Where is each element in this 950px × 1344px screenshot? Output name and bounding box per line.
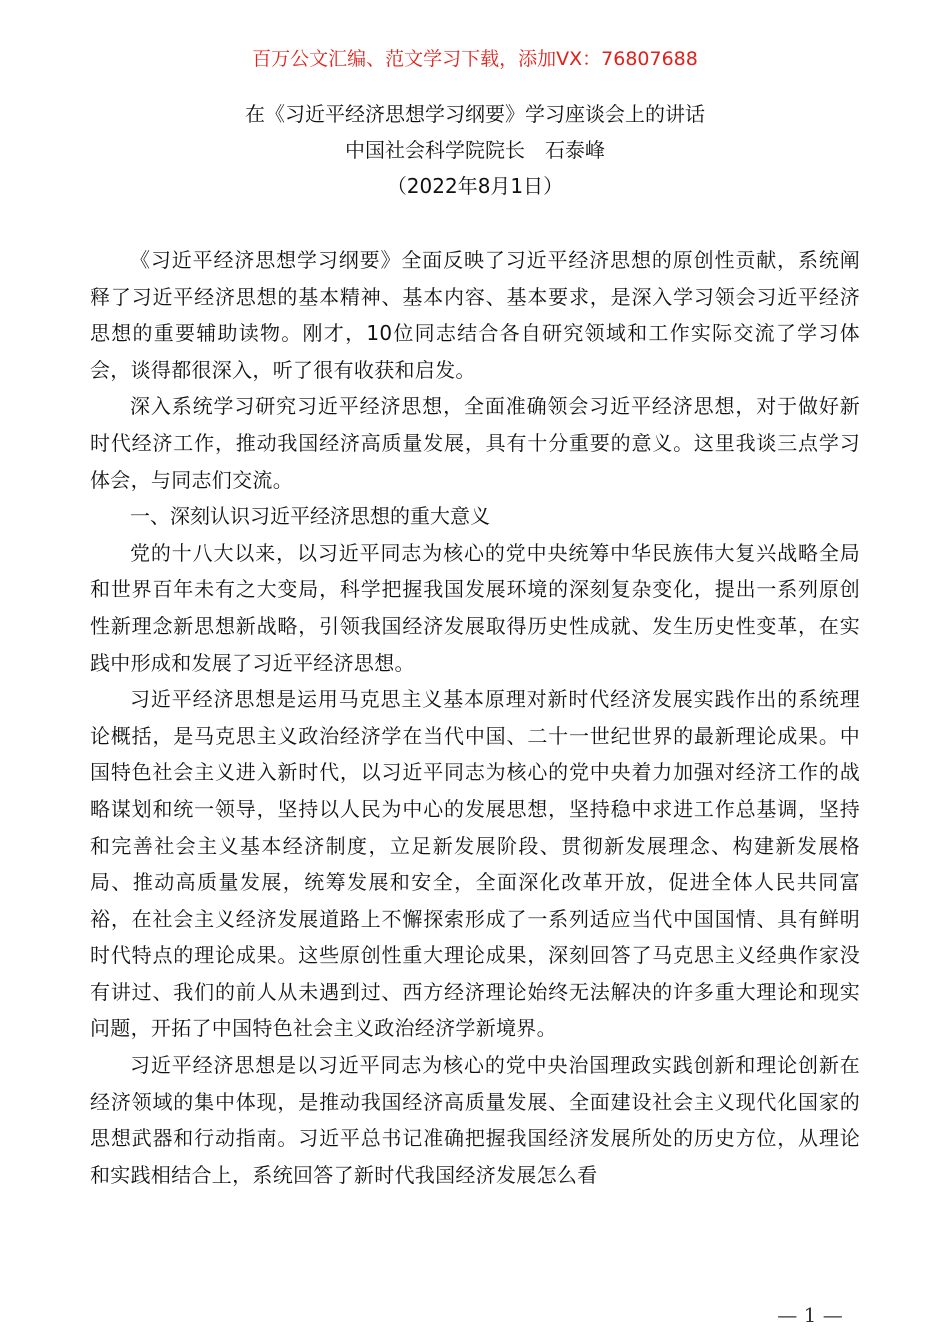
body-paragraph-3: 党的十八大以来，以习近平同志为核心的党中央统筹中华民族伟大复兴战略全局和世界百年未有之大变局，科学把握我国发展环境的深刻复杂变化，提出一系列原创性新理念新思想新战略，引领我国经济发展取得历史性成就、发生历史性变革，在实践中形成和发展了习近平经济思想。: [90, 540, 860, 675]
section-heading-1: 一、深刻认识习近平经济思想的重大意义: [130, 504, 490, 529]
body-paragraph-5: 习近平经济思想是以习近平同志为核心的党中央治国理政实践创新和理论创新在经济领域的集中体现，是推动我国经济高质量发展、全面建设社会主义现代化国家的思想武器和行动指南。习近平总书记准确把握我国经济发展所处的历史方位，从理论和实践相结合上，系统回答了新时代我国经济发展怎么看: [90, 1053, 860, 1187]
document-body: [90, 242, 860, 1193]
body-paragraph-2: 深入系统学习研究习近平经济思想，全面准确领会习近平经济思想，对于做好新时代经济工作，推动我国经济高质量发展，具有十分重要的意义。这里我谈三点学习体会，与同志们交流。: [90, 394, 860, 492]
page-number: — 1 —: [777, 1303, 843, 1327]
body-paragraph-4: 习近平经济思想是运用马克思主义基本原理对新时代经济发展实践作出的系统理论概括，是马克思主义政治经济学在当代中国、二十一世纪世界的最新理论成果。中国特色社会主义进入新时代，以习近平同志为核心的党中央着力加强对经济工作的战略谋划和统一领导，坚持以人民为中心的发展思想，坚持稳中求进工作总基调，坚持和完善社会主义基本经济制度，立足新发展阶段、贯彻新发展理念、构建新发展格局、推动高质量发展，统筹发展和安全，全面深化改革开放，促进全体人民共同富裕，在社会主义经济发展道路上不懈探索形成了一系列适应当代中国国情、具有鲜明时代特点的理论成果。这些原创性重大理论成果，深刻回答了马克思主义经典作家没有讲过、我们的前人从未遇到过、西方经济理论始终无法解决的许多重大理论和现实问题，开拓了中国特色社会主义政治经济学新境界。: [90, 687, 860, 1041]
document-header: [0, 96, 950, 204]
speech-date: （2022年8月1日）: [386, 174, 564, 198]
watermark-banner: 百万公文汇编、范文学习下载，添加VX：76807688: [252, 48, 698, 70]
document-title: 在《习近平经济思想学习纲要》学习座谈会上的讲话: [245, 102, 705, 126]
body-paragraph-1: 《习近平经济思想学习纲要》全面反映了习近平经济思想的原创性贡献，系统阐释了习近平经济思想的基本精神、基本内容、基本要求，是深入学习领会习近平经济思想的重要辅助读物。刚才，10位同志结合各自研究领域和工作实际交流了学习体会，谈得都很深入，听了很有收获和启发。: [90, 248, 860, 382]
speaker-line: 中国社会科学院院长 石泰峰: [345, 138, 605, 162]
